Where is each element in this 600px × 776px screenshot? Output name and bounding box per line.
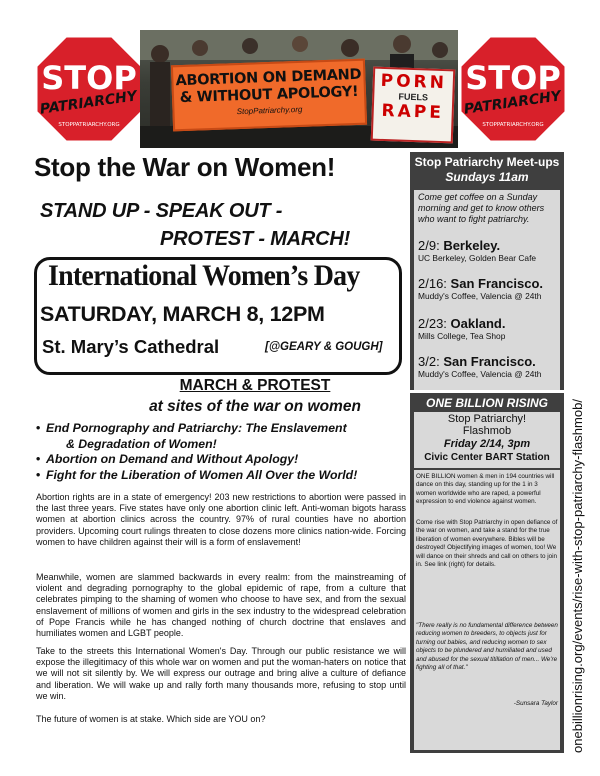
meetup-venue: UC Berkeley, Golden Bear Cafe bbox=[418, 253, 537, 263]
obr-subtitle: Stop Patriarchy! bbox=[447, 413, 527, 425]
obr-flashmob: Flashmob bbox=[462, 425, 512, 437]
stop-sign-right-icon bbox=[458, 34, 568, 144]
meetup-date: 3/2: bbox=[418, 354, 440, 369]
meetup-event bbox=[418, 316, 560, 341]
event-date: SATURDAY, MARCH 8, 12PM bbox=[40, 302, 325, 326]
obr-where: Civic Center BART Station bbox=[424, 452, 550, 463]
meetup-city: San Francisco. bbox=[450, 276, 544, 291]
obr-title: ONE BILLION RISING bbox=[425, 396, 548, 410]
meetup-city: Berkeley. bbox=[443, 238, 501, 253]
meetup-event bbox=[418, 238, 560, 263]
meetup-event bbox=[418, 276, 560, 301]
meetup-venue: Mills College, Tea Shop bbox=[418, 331, 506, 341]
stand-up-slogan: STAND UP - SPEAK OUT - bbox=[40, 200, 283, 222]
body-paragraph-3: Take to the streets this International Women's Day. Through our public resistance we will expose the illegitimacy of this whole war on women and put the woman-haters on notice that we will not sit silently by. We will express our outrage and bring alive a culture of defiance and liberation. We will wake up and rally forth many thousands more, refusing to stop until we win. bbox=[36, 646, 406, 701]
march-heading: MARCH & PROTEST bbox=[179, 377, 331, 394]
meetup-venue: Muddy's Coffee, Valencia @ 24th bbox=[418, 369, 542, 379]
demands-list bbox=[36, 421, 408, 483]
event-location: St. Mary’s Cathedral bbox=[42, 336, 220, 357]
meetup-venue: Muddy's Coffee, Valencia @ 24th bbox=[418, 291, 542, 301]
sign-line-1: ABORTION ON DEMAND bbox=[175, 66, 362, 90]
url-right: STOPPATRIARCHY.ORG bbox=[482, 122, 544, 128]
patriarchy-word-left: PATRIARCHY bbox=[38, 88, 138, 118]
body-paragraph-2: Meanwhile, women are slammed backwards in every realm: from the mainstreaming of violent and degrading pornography to the global epidemic of rape, from a culture that celebrates pimping to the shaming of women who choose to have sex, and from the sexual enslavement of millions of women and girls in the sex industry to the widespread celebration of Pope Francis while he has changed nothing of church doctrine that enslaves and humiliates women and LGBT people. bbox=[36, 572, 406, 639]
protest-slogan: PROTEST - MARCH! bbox=[160, 228, 351, 250]
demand-item: • Abortion on Demand and Without Apology! bbox=[36, 452, 408, 468]
stop-word-left: STOP bbox=[41, 59, 137, 97]
meetup-event bbox=[418, 354, 560, 379]
demand-item: • End Pornography and Patriarchy: The Enslavement bbox=[36, 421, 408, 437]
obr-quote: "There really is no fundamental difference between reducing women to breeders, to objects just for turning out babies, and reducing women to sex objects to be plundered and humiliated and used and abused for the sexual titillation of men... We're fighting all of that." bbox=[416, 622, 558, 672]
meetup-city: San Francisco. bbox=[443, 354, 536, 369]
meetups-header bbox=[410, 152, 564, 188]
url-left: STOPPATRIARCHY.ORG bbox=[58, 122, 120, 128]
vertical-link-text: onebillionrising.org/events/rise-with-stop-patriarchy-flashmob/ bbox=[571, 413, 585, 753]
meetups-intro: Come get coffee on a Sunday morning and get to know others who want to fight patriarchy. bbox=[418, 192, 545, 224]
abortion-sign bbox=[171, 59, 367, 132]
protest-photo bbox=[140, 30, 458, 148]
meetup-date: 2/16: bbox=[418, 276, 447, 291]
obr-paragraph-2: Come rise with Stop Patriarchy in open defiance of the war on women, and take a stand for the true liberation of women everywhere. Bibles will be destroyed! Objectifying images of women, too! We will dance on their shreds and call on others to join in. See link (right) for details. bbox=[416, 519, 558, 569]
patriarchy-word-right: PATRIARCHY bbox=[462, 88, 562, 118]
meetup-date: 2/9: bbox=[418, 238, 440, 253]
body-paragraph-1: Abortion rights are in a state of emergency! 203 new restrictions to abortion were passed in the last three years. Five states have only one abortion clinic left. Anti-woman bigots harass women at abortion clinics across the country. 97% of rural counties have no abortion providers. Upcoming court rulings threaten to close dozens more clinics nation-wide. Forcing women to have children against their will is a form of enslavement! bbox=[36, 492, 406, 547]
demand-item-continued: & Degradation of Women! bbox=[66, 436, 217, 451]
obr-quote-author: -Sunsara Taylor bbox=[513, 700, 558, 707]
march-subheading: at sites of the war on women bbox=[149, 398, 361, 415]
sign-url: StopPatriarchy.org bbox=[236, 104, 303, 117]
body-paragraph-4: The future of women is at stake. Which side are YOU on? bbox=[36, 714, 266, 724]
sign-line-2: & WITHOUT APOLOGY! bbox=[179, 83, 359, 107]
meetups-title: Stop Patriarchy Meet-ups bbox=[414, 155, 560, 169]
stop-word-right: STOP bbox=[465, 59, 561, 97]
meetups-subtitle: Sundays 11am bbox=[445, 170, 529, 184]
stop-sign-left-icon bbox=[34, 34, 144, 144]
porn-word: PORN bbox=[380, 70, 448, 94]
event-title: International Women’s Day bbox=[48, 259, 360, 292]
fuels-word: FUELS bbox=[398, 91, 429, 103]
meetup-city: Oakland. bbox=[450, 316, 506, 331]
vertical-link[interactable] bbox=[566, 395, 588, 755]
obr-when: Friday 2/14, 3pm bbox=[443, 438, 531, 450]
porn-sign bbox=[371, 67, 456, 144]
header-banner bbox=[28, 30, 574, 148]
obr-paragraph-1: ONE BILLION women & men in 194 countries will dance on this day, standing up for the 1 in 3 women worldwide who are raped, a powerful expression to end violence against women. bbox=[416, 473, 555, 506]
meetup-date: 2/23: bbox=[418, 316, 447, 331]
event-cross-streets: [@GEARY & GOUGH] bbox=[265, 341, 383, 353]
rape-word: RAPE bbox=[381, 100, 445, 124]
page-title: Stop the War on Women! bbox=[34, 152, 336, 182]
demand-item: • Fight for the Liberation of Women All Over the World! bbox=[36, 468, 408, 484]
